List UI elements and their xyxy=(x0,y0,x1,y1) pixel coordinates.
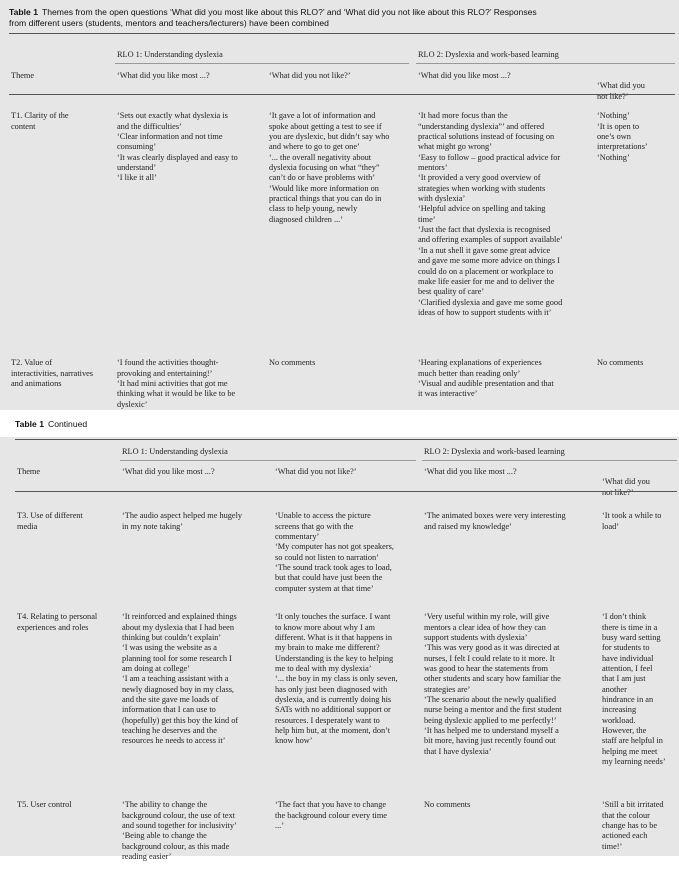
table1-continued-row4-theme: T4. Relating to personal experiences and roles xyxy=(17,612,98,632)
table1-rlo1-header: RLO 1: Understanding dyslexia xyxy=(117,50,223,59)
table1-rlo1-notlike-header: ‘What did you not like?’ xyxy=(269,71,351,80)
table1-header-rule xyxy=(9,94,675,95)
table1-continued-rlo1-like-header: ‘What did you like most ...? xyxy=(122,467,215,476)
table1-caption xyxy=(9,7,674,29)
table1-continued-top-rule xyxy=(15,439,677,440)
table1-continued-rlo2-rule xyxy=(422,460,677,461)
table1-rlo2-like-header: ‘What did you like most ...? xyxy=(418,71,511,80)
table1-row1-rlo2-like: ‘It had more focus than the “understanding dyslexia”’ and offered practical solutions instead of focusing on what might go wrong’ ‘Easy to follow – good practical advice for mentors’ ‘It provided a very good overview of strategies when working with students with dyslexia’ ‘Helpful advice on spelling and taking time’ ‘Just the fact that dyslexia is recognised and offering examples of support available’ ‘In a nut shell it gave some great advice and gave me some more advice on things I could do on a placement or workplace to make life easier for me and to deliver the best quality of care’ ‘Clarified dyslexia and gave me some good ideas of how to support students with it’ xyxy=(418,111,563,317)
table1-rlo1-like-header: ‘What did you like most ...? xyxy=(117,71,210,80)
table1-continued-row5-theme: T5. User control xyxy=(17,800,72,810)
table1-row2-rlo2-like: ‘Hearing explanations of experiences much better than reading only’ ‘Visual and audible presentation and that it was interactive’ xyxy=(418,358,554,399)
table1-caption-label: Table 1 xyxy=(9,7,38,17)
table1-rlo2-rule xyxy=(416,63,675,64)
table1-continued-rlo1-rule xyxy=(120,460,416,461)
table1-top-rule xyxy=(9,33,675,34)
table1-continued-row5-rlo1-like: ‘The ability to change the background colour, the use of text and sound together for inclusivity’ ‘Being able to change the background colour, as this made reading easier’ xyxy=(122,800,237,862)
table1-continued-row5-rlo2-notlike: ‘Still a bit irritated that the colour change has to be actioned each time!’ xyxy=(602,800,664,851)
table1-continued-row4-rlo1-notlike: ‘It only touches the surface. I want to know more about why I am different. What is it that happens in my brain to make me different? Understanding is the key to helping me to deal with my dyslexia’ ‘... the boy in my class is only seven, has only just been diagnosed with dyslexia, and is currently doing his SATs with no additional support or resources. I desperately want to help him but, at the moment, don’t know how’ xyxy=(275,612,398,746)
table1-row2-theme: T2. Value of interactivities, narratives and animations xyxy=(11,358,94,389)
table1-continued-rlo1-header: RLO 1: Understanding dyslexia xyxy=(122,447,228,456)
table1-continued-row3-rlo1-notlike: ‘Unable to access the picture screens that go with the commentary’ ‘My computer has not got speakers, so could not listen to narration’ ‘The sound track took ages to load, but that could have just been the computer system at that time’ xyxy=(275,511,394,593)
table1-continued-row3-rlo2-like: ‘The animated boxes were very interesting and raised my knowledge’ xyxy=(424,511,566,531)
table1-continued-header-rule xyxy=(15,491,677,492)
table1-continued-row5-rlo1-notlike: ‘The fact that you have to change the background colour every time ...’ xyxy=(275,800,387,831)
table1-continued-caption-label: Table 1 xyxy=(15,419,44,429)
table1-continued-row4-rlo2-like: ‘Very useful within my role, will give mentors a clear idea of how they can support students with dyslexia’ ‘This was very good as it was directed at nurses, I felt I could relate to it more. It was good to hear the statements from other students and scary how familiar the strategies are’ ‘The scenario about the newly qualified nurse being a mentor and the first student being dyslexic applied to me perfectly!’ ‘It has helped me to understand myself a bit more, having just recently found out that I have dyslexia’ xyxy=(424,612,562,756)
table1-continued-theme-header: Theme xyxy=(17,467,41,476)
table1-continued-rlo2-notlike-header: ‘What did you not like?’ xyxy=(602,477,650,497)
table1-rlo1-rule xyxy=(115,63,409,64)
table1-rlo2-header: RLO 2: Dyslexia and work-based learning xyxy=(418,50,559,59)
table1-continued-row5-rlo2-like: No comments xyxy=(424,800,471,810)
table1-continued-row4-rlo1-like: ‘It reinforced and explained things about my dyslexia that I had been thinking but couldn’t explain’ ‘I was using the website as a planning tool for some research I am doing at college’ ‘I am a teaching assistant with a newly diagnosed boy in my class, and the site gave me loads of information that I can use to (hopefully) get this boy the kind of teaching he deserves and the resources he needs to access it’ xyxy=(122,612,239,746)
table1-caption-text: Themes from the open questions ‘What did you most like about this RLO?’ and ‘What did you not like about this RLO?’ Responses xyxy=(41,7,537,17)
table1-continued-row3-theme: T3. Use of different media xyxy=(17,511,83,531)
table1-row2-rlo2-notlike: No comments xyxy=(597,358,644,368)
table1-row2-rlo1-like: ‘I found the activities thought- provoking and entertaining!’ ‘It had mini activities that got me thinking what it would be like to be dyslexic’ xyxy=(117,358,236,409)
table1-continued-rlo2-header: RLO 2: Dyslexia and work-based learning xyxy=(424,447,565,456)
table1-continued-caption xyxy=(15,419,87,430)
table1-continued-row3-rlo2-notlike: ‘It took a while to load’ xyxy=(602,511,662,531)
table1-row1-theme: T1. Clarity of the content xyxy=(11,111,69,131)
table1-row1-rlo1-notlike: ‘It gave a lot of information and spoke about getting a test to see if you are dyslexic, but didn’t say who and where to go to get one’ ‘... the overall negativity about dyslexia focusing on what “they” can’t do or have problems with’ ‘Would like more information on practical things that you can do in class to help young, newly diagnosed children ...’ xyxy=(269,111,390,224)
table1-row1-rlo1-like: ‘Sets out exactly what dyslexia is and the difficulties’ ‘Clear information and not time consuming’ ‘It was clearly displayed and easy to understand’ ‘I like it all’ xyxy=(117,111,238,183)
table1-row1-rlo2-notlike: ‘Nothing’ ‘It is open to one’s own interpretations’ ‘Nothing’ xyxy=(597,111,648,162)
table1-continued-row3-rlo1-like: ‘The audio aspect helped me hugely in my note taking’ xyxy=(122,511,243,531)
table1-continued-rlo1-notlike-header: ‘What did you not like?’ xyxy=(275,467,357,476)
table1-rlo2-notlike-header: ‘What did you not like?’ xyxy=(597,81,645,101)
table1-caption-text-2: from different users (students, mentors and teachers/lecturers) have been combined xyxy=(9,18,329,28)
table1-continued-caption-text: Continued xyxy=(47,419,88,429)
table1-theme-header: Theme xyxy=(11,71,35,80)
table1-continued-row4-rlo2-notlike: ‘I don’t think there is time in a busy ward setting for students to have individual attention, I feel that I am just another hindrance in an increasing workload. However, the staff are helpful in helping me meet my learning needs’ xyxy=(602,612,666,767)
table1-continued-rlo2-like-header: ‘What did you like most ...? xyxy=(424,467,517,476)
table1-row2-rlo1-notlike: No comments xyxy=(269,358,316,368)
